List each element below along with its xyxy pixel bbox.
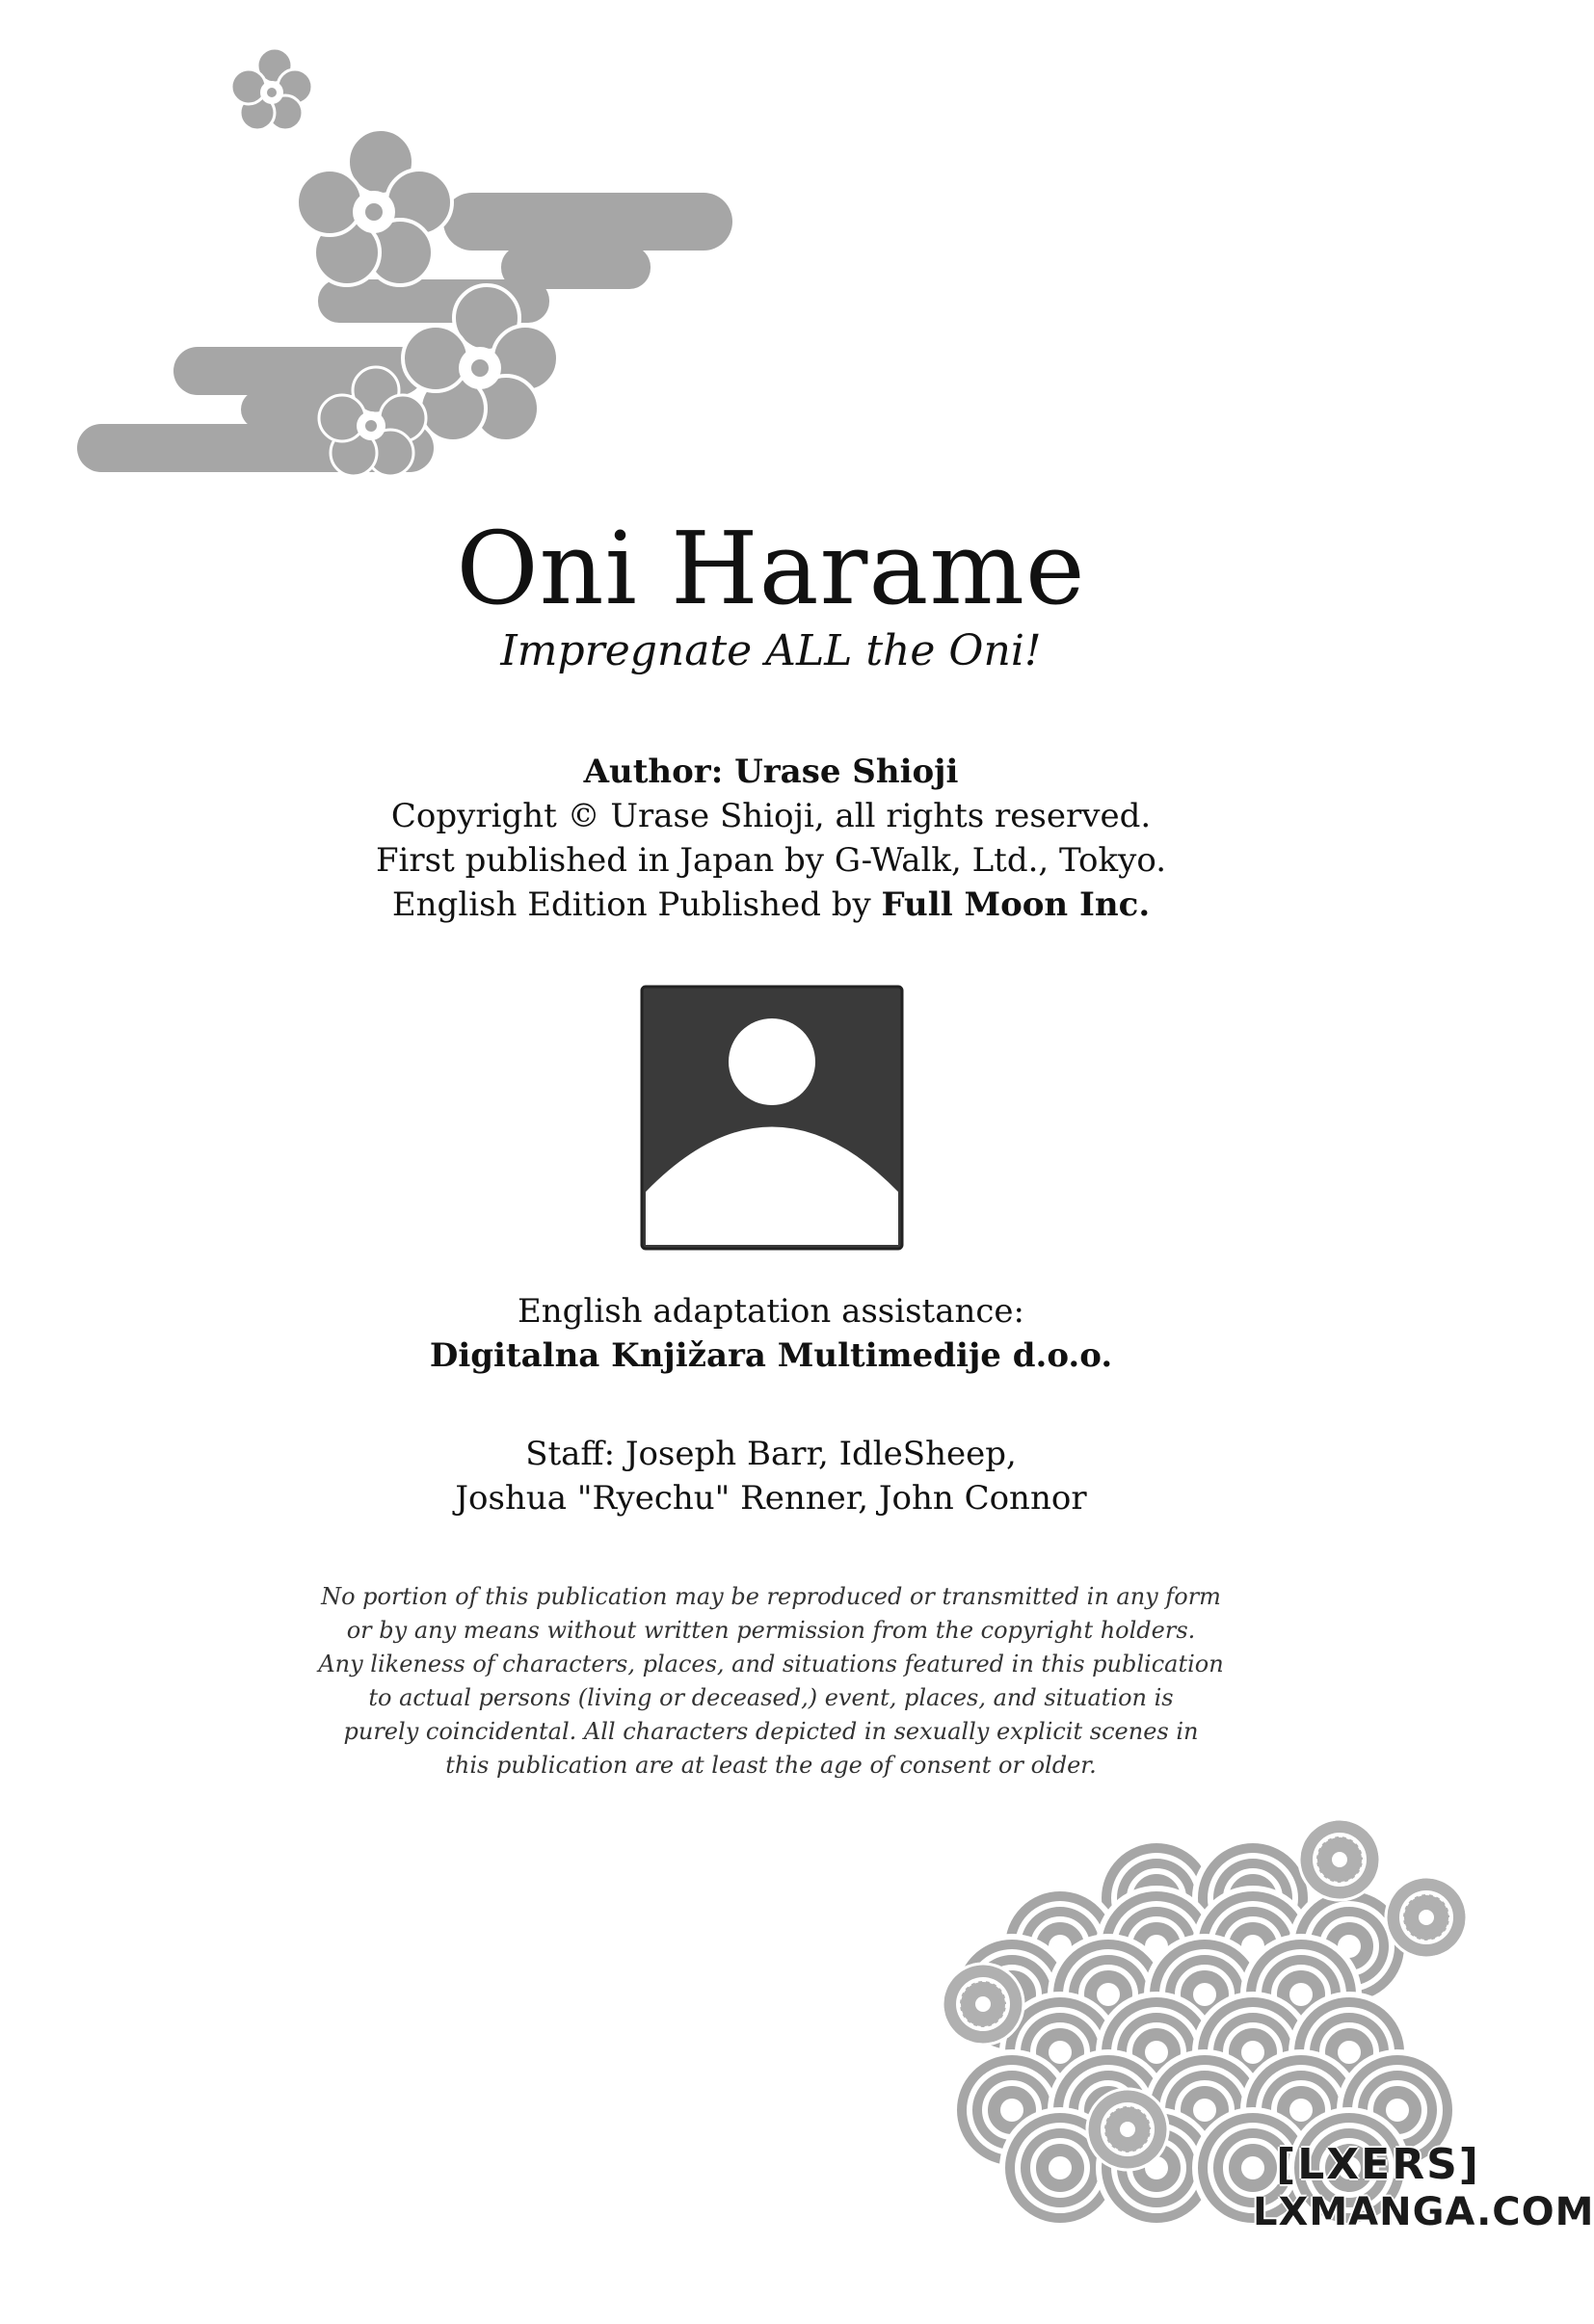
- staff-line-1: Staff: Joseph Barr, IdleSheep,: [525, 1435, 1017, 1473]
- watermark-group-tag: [LXERS]: [1276, 2140, 1480, 2189]
- disclaimer-line: Any likeness of characters, places, and situations featured in this publication: [318, 1651, 1224, 1677]
- plum-blossom-cloud-ornament-icon: [77, 58, 771, 520]
- copyright-line: Copyright © Urase Shioji, all rights reserved.: [390, 797, 1152, 835]
- plum-blossom-icon: [297, 129, 452, 285]
- watermark-site-url: LXMANGA.COM: [1253, 2190, 1594, 2234]
- disclaimer-line: purely coincidental. All characters depicted in sexually explicit scenes in: [343, 1718, 1199, 1745]
- plum-blossom-icon: [231, 48, 312, 130]
- english-edition-prefix: English Edition Published by: [391, 885, 882, 924]
- legal-disclaimer: [0, 1580, 1542, 1783]
- book-title: Oni Harame: [456, 510, 1086, 627]
- author-line: Author: Urase Shioji: [583, 753, 959, 791]
- site-watermark: [1253, 2140, 1594, 2235]
- english-edition-line: [0, 883, 1542, 927]
- first-published-line: First published in Japan by G-Walk, Ltd., Tokyo.: [375, 841, 1167, 880]
- adaptation-company: Digitalna Knjižara Multimedije d.o.o.: [429, 1336, 1113, 1375]
- disclaimer-line: to actual persons (living or deceased,) event, places, and situation is: [368, 1684, 1174, 1711]
- staff-block: [0, 1432, 1542, 1520]
- full-moon-logo-icon: [640, 985, 904, 1251]
- disclaimer-line: this publication are at least the age of consent or older.: [445, 1752, 1097, 1779]
- credits-block: [0, 750, 1542, 927]
- disclaimer-line: No portion of this publication may be reproduced or transmitted in any form: [321, 1583, 1221, 1610]
- staff-line-2: Joshua "Ryechu" Renner, John Connor: [455, 1479, 1087, 1518]
- adaptation-block: [0, 1289, 1542, 1378]
- disclaimer-line: or by any means without written permission from the copyright holders.: [346, 1617, 1196, 1644]
- adaptation-label: English adaptation assistance:: [517, 1292, 1025, 1331]
- book-subtitle: Impregnate ALL the Oni!: [500, 626, 1042, 675]
- publisher-name: Full Moon Inc.: [881, 885, 1151, 924]
